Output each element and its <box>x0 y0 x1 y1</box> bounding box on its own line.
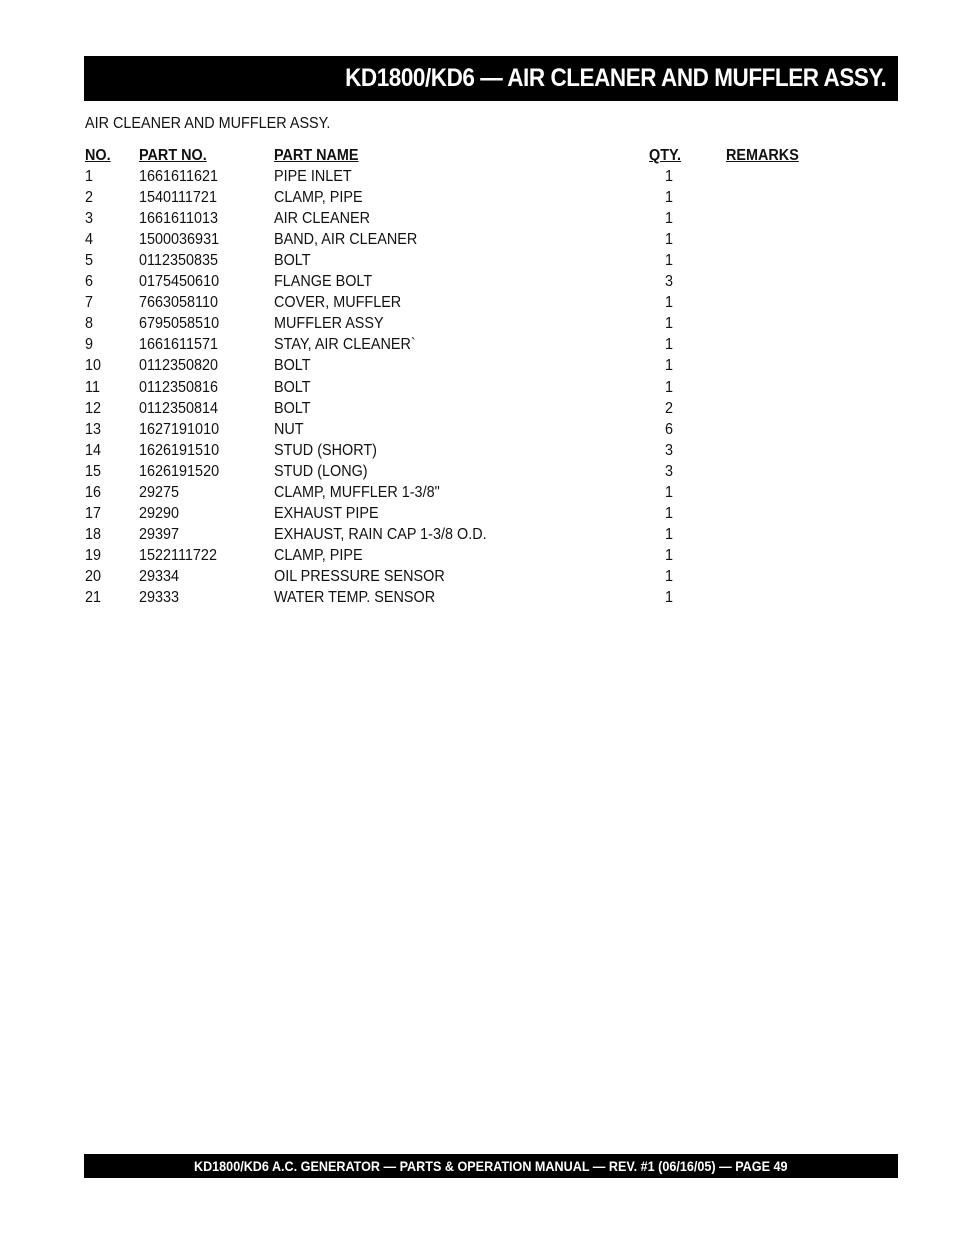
table-row <box>85 419 845 440</box>
cell-no: 1 <box>85 168 94 186</box>
cell-part-no: 0175450610 <box>139 273 220 291</box>
cell-part-name: CLAMP, MUFFLER 1-3/8" <box>274 483 440 501</box>
cell-part-name: STUD (SHORT) <box>274 441 377 459</box>
cell-part-no: 0112350820 <box>139 357 219 375</box>
cell-part-no: 29275 <box>139 483 180 501</box>
cell-no: 9 <box>85 336 94 354</box>
cell-part-no: 1661611013 <box>139 210 219 228</box>
table-row <box>85 377 845 398</box>
cell-part-no: 1627191010 <box>139 420 220 438</box>
cell-no: 17 <box>85 504 102 522</box>
table-row <box>85 482 845 503</box>
cell-part-no: 29397 <box>139 525 180 543</box>
table-row <box>85 503 845 524</box>
table-row <box>85 566 845 587</box>
column-header-remarks: REMARKS <box>726 147 799 164</box>
cell-qty: 1 <box>664 357 674 375</box>
cell-part-name: BOLT <box>274 252 311 270</box>
table-row <box>85 292 845 313</box>
cell-part-no: 0112350814 <box>139 399 219 417</box>
cell-part-no: 1540111721 <box>139 189 217 207</box>
cell-part-no: 29334 <box>139 567 180 585</box>
cell-qty: 1 <box>664 231 674 249</box>
cell-part-name: CLAMP, PIPE <box>274 189 363 207</box>
cell-part-no: 1500036931 <box>139 231 220 249</box>
cell-part-name: BOLT <box>274 378 311 396</box>
cell-qty: 1 <box>664 189 674 207</box>
page-footer-text: KD1800/KD6 A.C. GENERATOR — PARTS & OPERATION MANUAL — REV. #1 (06/16/05) — PAGE 49 <box>194 1158 788 1174</box>
cell-no: 6 <box>85 273 94 291</box>
table-row <box>85 208 845 229</box>
cell-no: 4 <box>85 231 94 249</box>
cell-part-name: BOLT <box>274 399 311 417</box>
cell-qty: 1 <box>664 294 674 312</box>
cell-part-no: 29290 <box>139 504 180 522</box>
column-header-qty: QTY. <box>649 147 682 164</box>
cell-qty: 1 <box>664 210 674 228</box>
cell-qty: 1 <box>664 567 674 585</box>
cell-qty: 1 <box>664 504 674 522</box>
cell-part-no: 0112350835 <box>139 252 219 270</box>
cell-qty: 3 <box>664 441 674 459</box>
cell-part-no: 0112350816 <box>139 378 219 396</box>
table-row <box>85 545 845 566</box>
cell-part-name: FLANGE BOLT <box>274 273 373 291</box>
table-row <box>85 250 845 271</box>
cell-no: 19 <box>85 546 102 564</box>
cell-qty: 3 <box>664 462 674 480</box>
cell-no: 18 <box>85 525 102 543</box>
cell-qty: 1 <box>664 525 674 543</box>
table-row <box>85 313 845 334</box>
parts-table <box>85 145 845 608</box>
cell-part-no: 29333 <box>139 588 180 606</box>
cell-qty: 1 <box>664 588 674 606</box>
page-title: KD1800/KD6 — AIR CLEANER AND MUFFLER ASSY. <box>344 64 886 92</box>
cell-part-name: PIPE INLET <box>274 168 352 186</box>
cell-part-name: MUFFLER ASSY <box>274 315 384 333</box>
table-header-row <box>85 145 845 166</box>
cell-no: 16 <box>85 483 102 501</box>
table-row <box>85 524 845 545</box>
cell-part-no: 6795058510 <box>139 315 220 333</box>
table-row <box>85 398 845 419</box>
cell-part-no: 7663058110 <box>139 294 219 312</box>
cell-part-name: BAND, AIR CLEANER <box>274 231 418 249</box>
table-row <box>85 187 845 208</box>
cell-no: 5 <box>85 252 94 270</box>
cell-qty: 1 <box>664 168 674 186</box>
column-header-no: NO. <box>85 147 111 164</box>
section-caption: AIR CLEANER AND MUFFLER ASSY. <box>85 115 331 132</box>
table-row <box>85 587 845 608</box>
cell-no: 14 <box>85 441 102 459</box>
cell-part-name: BOLT <box>274 357 311 375</box>
cell-part-name: EXHAUST, RAIN CAP 1-3/8 O.D. <box>274 525 487 543</box>
cell-part-name: CLAMP, PIPE <box>274 546 363 564</box>
cell-part-name: STUD (LONG) <box>274 462 368 480</box>
cell-qty: 1 <box>664 546 674 564</box>
cell-qty: 1 <box>664 336 674 354</box>
cell-part-name: STAY, AIR CLEANER` <box>274 336 416 354</box>
cell-qty: 1 <box>664 378 674 396</box>
cell-part-name: AIR CLEANER <box>274 210 371 228</box>
cell-no: 15 <box>85 462 102 480</box>
cell-part-name: NUT <box>274 420 304 438</box>
cell-no: 7 <box>85 294 94 312</box>
cell-qty: 1 <box>664 252 674 270</box>
cell-part-no: 1626191520 <box>139 462 220 480</box>
table-row <box>85 229 845 250</box>
cell-part-name: COVER, MUFFLER <box>274 294 402 312</box>
column-header-part-no: PART NO. <box>139 147 207 164</box>
table-row <box>85 461 845 482</box>
cell-part-no: 1661611621 <box>139 168 219 186</box>
cell-no: 11 <box>85 378 100 396</box>
table-row <box>85 440 845 461</box>
table-row <box>85 355 845 376</box>
cell-no: 2 <box>85 189 94 207</box>
cell-qty: 1 <box>664 315 674 333</box>
cell-qty: 1 <box>664 483 674 501</box>
cell-qty: 2 <box>664 399 674 417</box>
cell-part-name: OIL PRESSURE SENSOR <box>274 567 445 585</box>
table-row <box>85 334 845 355</box>
cell-no: 21 <box>85 588 102 606</box>
column-header-part-name: PART NAME <box>274 147 359 164</box>
table-row <box>85 166 845 187</box>
cell-qty: 6 <box>664 420 674 438</box>
page-title-bar <box>84 56 898 101</box>
cell-no: 3 <box>85 210 94 228</box>
cell-no: 10 <box>85 357 102 375</box>
cell-no: 12 <box>85 399 102 417</box>
cell-part-no: 1626191510 <box>139 441 220 459</box>
cell-no: 8 <box>85 315 94 333</box>
cell-qty: 3 <box>664 273 674 291</box>
cell-part-name: EXHAUST PIPE <box>274 504 379 522</box>
cell-no: 13 <box>85 420 102 438</box>
cell-no: 20 <box>85 567 102 585</box>
table-row <box>85 271 845 292</box>
page-footer-bar <box>84 1154 898 1178</box>
cell-part-no: 1522111722 <box>139 546 217 564</box>
cell-part-name: WATER TEMP. SENSOR <box>274 588 436 606</box>
table-body <box>85 166 845 608</box>
cell-part-no: 1661611571 <box>139 336 219 354</box>
